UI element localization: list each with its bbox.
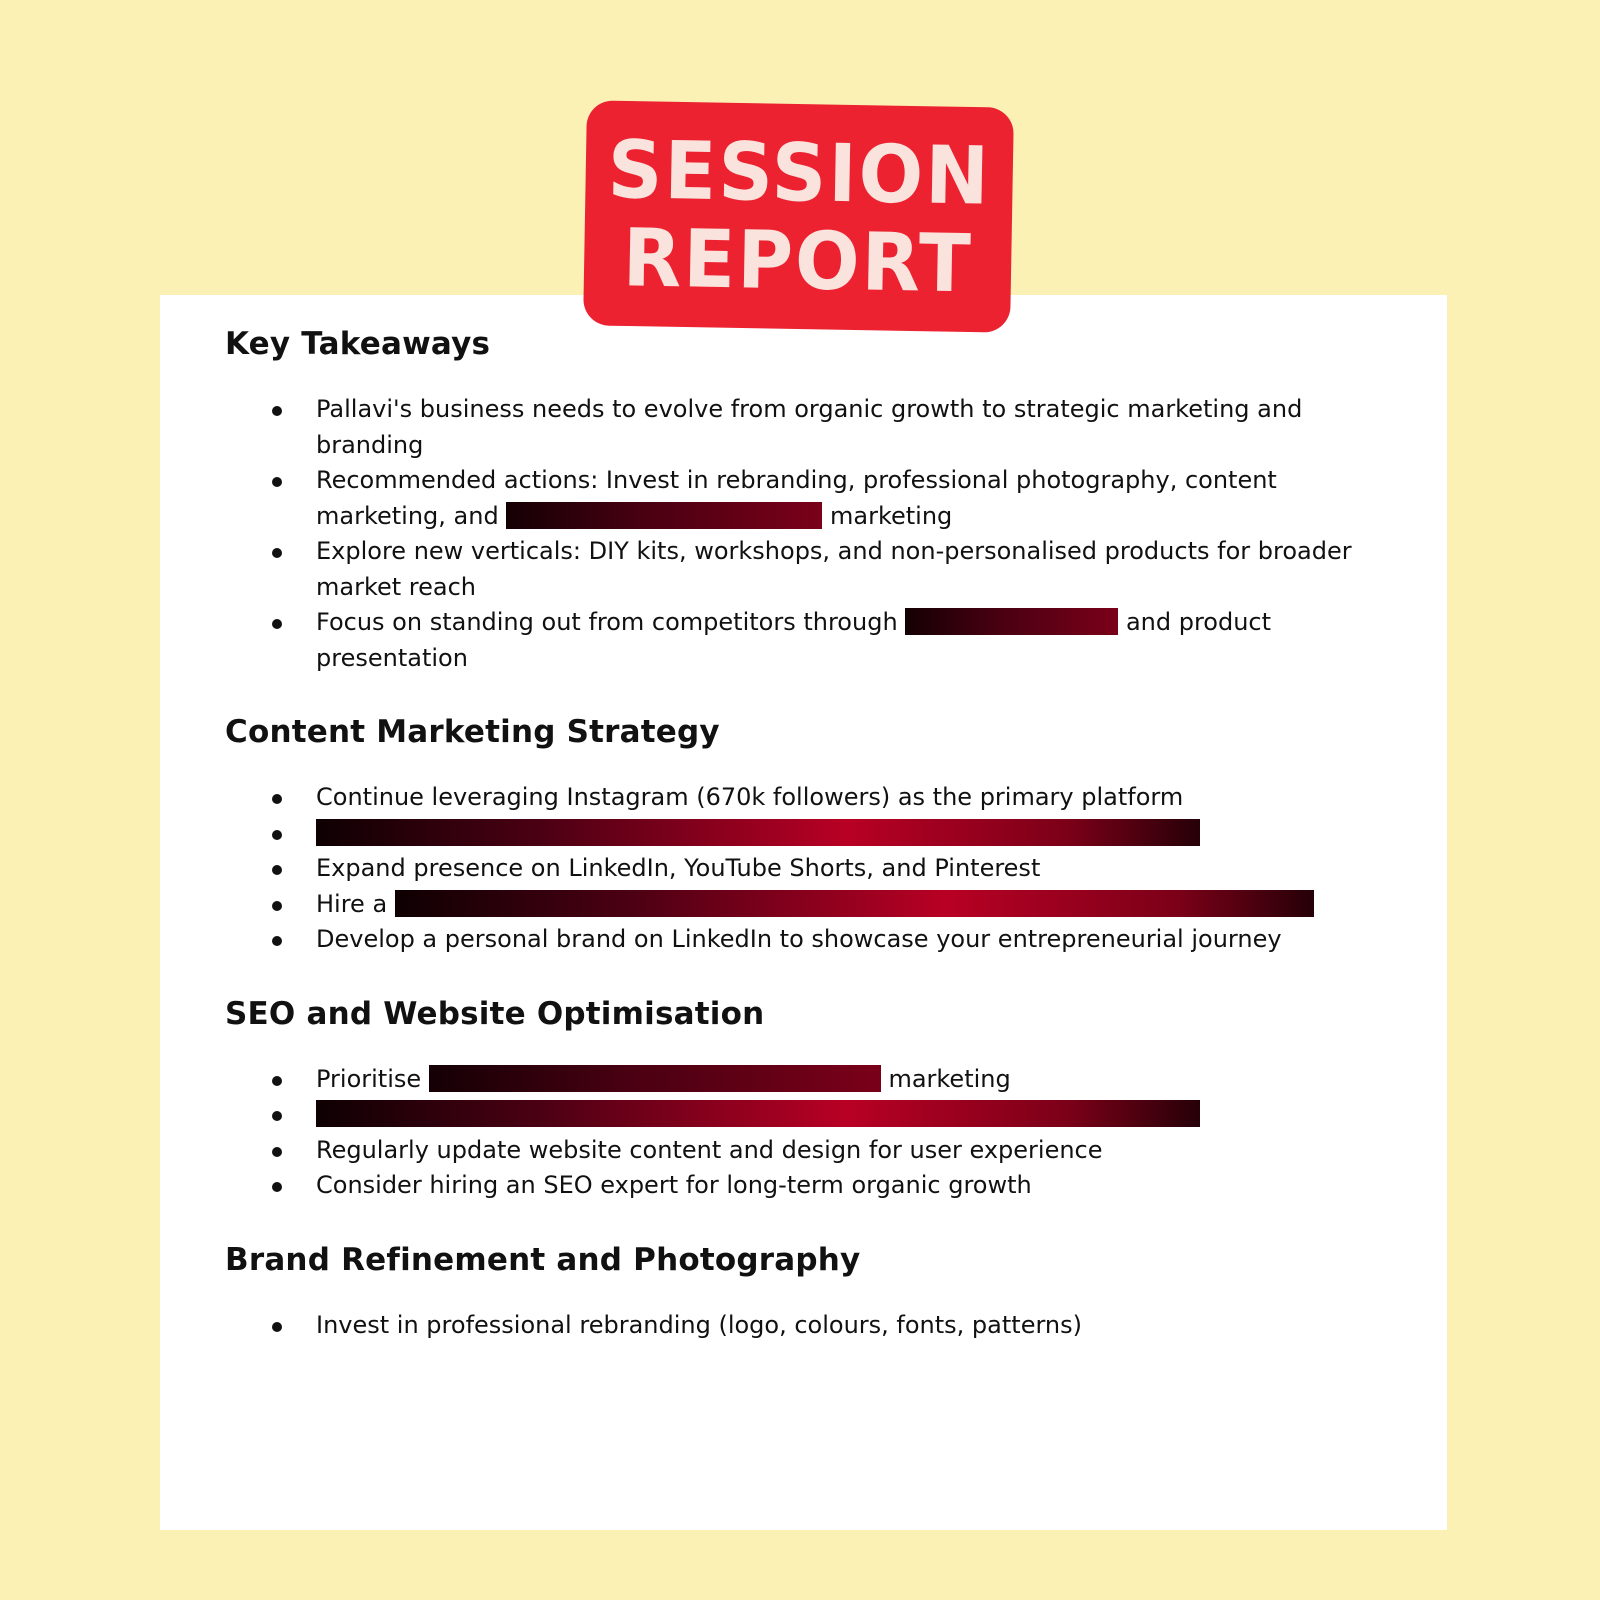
- brand-refinement-list: [225, 1308, 1395, 1344]
- list-item: [225, 887, 1395, 923]
- bullet-icon: [272, 1182, 282, 1192]
- bullet-icon: [272, 794, 282, 804]
- list-item: [225, 851, 1395, 887]
- list-item: [225, 392, 1395, 463]
- item-text-before: Focus on standing out from competitors through: [316, 608, 898, 636]
- list-item: [225, 780, 1395, 816]
- item-text: Pallavi's business needs to evolve from organic growth to strategic marketing and branding: [316, 395, 1303, 459]
- item-text-after: marketing: [829, 501, 953, 530]
- redaction-bar: [506, 502, 822, 529]
- item-text-before: Recommended actions: Invest in rebranding, professional photography, content marketing, and: [316, 466, 1277, 530]
- bullet-icon: [272, 548, 282, 558]
- bullet-icon: [272, 936, 282, 946]
- item-text: Continue leveraging Instagram (670k followers) as the primary platform: [316, 783, 1184, 811]
- bullet-icon: [272, 1147, 282, 1157]
- bullet-icon: [272, 477, 282, 487]
- redaction-bar: [316, 819, 1200, 846]
- section-title-seo: SEO and Website Optimisation: [225, 995, 765, 1032]
- report-content: [225, 320, 1395, 1343]
- item-text-after: and product presentation: [316, 608, 1272, 672]
- item-text: Consider hiring an SEO expert for long-term organic growth: [316, 1171, 1032, 1199]
- list-item: [225, 1308, 1395, 1344]
- list-item: [225, 534, 1395, 605]
- bullet-icon: [272, 1322, 282, 1332]
- session-report-badge: [583, 100, 1014, 332]
- item-text: Develop a personal brand on LinkedIn to showcase your entrepreneurial journey: [316, 925, 1282, 953]
- list-item: [225, 1097, 1395, 1133]
- list-item: [225, 922, 1395, 958]
- redaction-bar: [429, 1065, 881, 1092]
- list-item: [225, 816, 1395, 852]
- redaction-bar: [316, 1100, 1200, 1127]
- badge-line-2: REPORT: [622, 210, 974, 310]
- list-item: [225, 463, 1395, 534]
- item-text: Regularly update website content and design for user experience: [316, 1135, 1103, 1164]
- list-item: [225, 605, 1395, 676]
- bullet-icon: [272, 1076, 282, 1086]
- bullet-icon: [272, 865, 282, 875]
- item-text-after: marketing: [888, 1064, 1011, 1093]
- item-text-before: Prioritise: [316, 1064, 422, 1093]
- section-title-content-marketing: Content Marketing Strategy: [225, 714, 720, 750]
- item-text: Expand presence on LinkedIn, YouTube Shorts, and Pinterest: [316, 854, 1041, 882]
- item-text: Invest in professional rebranding (logo, colours, fonts, patterns): [316, 1310, 1082, 1339]
- bullet-icon: [272, 901, 282, 911]
- list-item: [225, 1062, 1395, 1098]
- redaction-bar: [905, 608, 1118, 635]
- bullet-icon: [272, 619, 282, 629]
- list-item: [225, 1133, 1395, 1169]
- bullet-icon: [272, 830, 282, 840]
- section-title-brand-refinement: Brand Refinement and Photography: [225, 1241, 861, 1278]
- bullet-icon: [272, 1111, 282, 1121]
- section-title-key-takeaways: Key Takeaways: [225, 326, 491, 362]
- key-takeaways-list: [225, 392, 1395, 676]
- bullet-icon: [272, 406, 282, 416]
- list-item: [225, 1168, 1395, 1204]
- item-text-before: Hire a: [316, 889, 388, 918]
- item-text: Explore new verticals: DIY kits, workshops, and non-personalised products for broader market reach: [316, 537, 1352, 601]
- badge-line-1: SESSION: [606, 121, 992, 223]
- seo-list: [225, 1062, 1395, 1204]
- content-marketing-list: [225, 780, 1395, 958]
- redaction-bar: [395, 890, 1314, 917]
